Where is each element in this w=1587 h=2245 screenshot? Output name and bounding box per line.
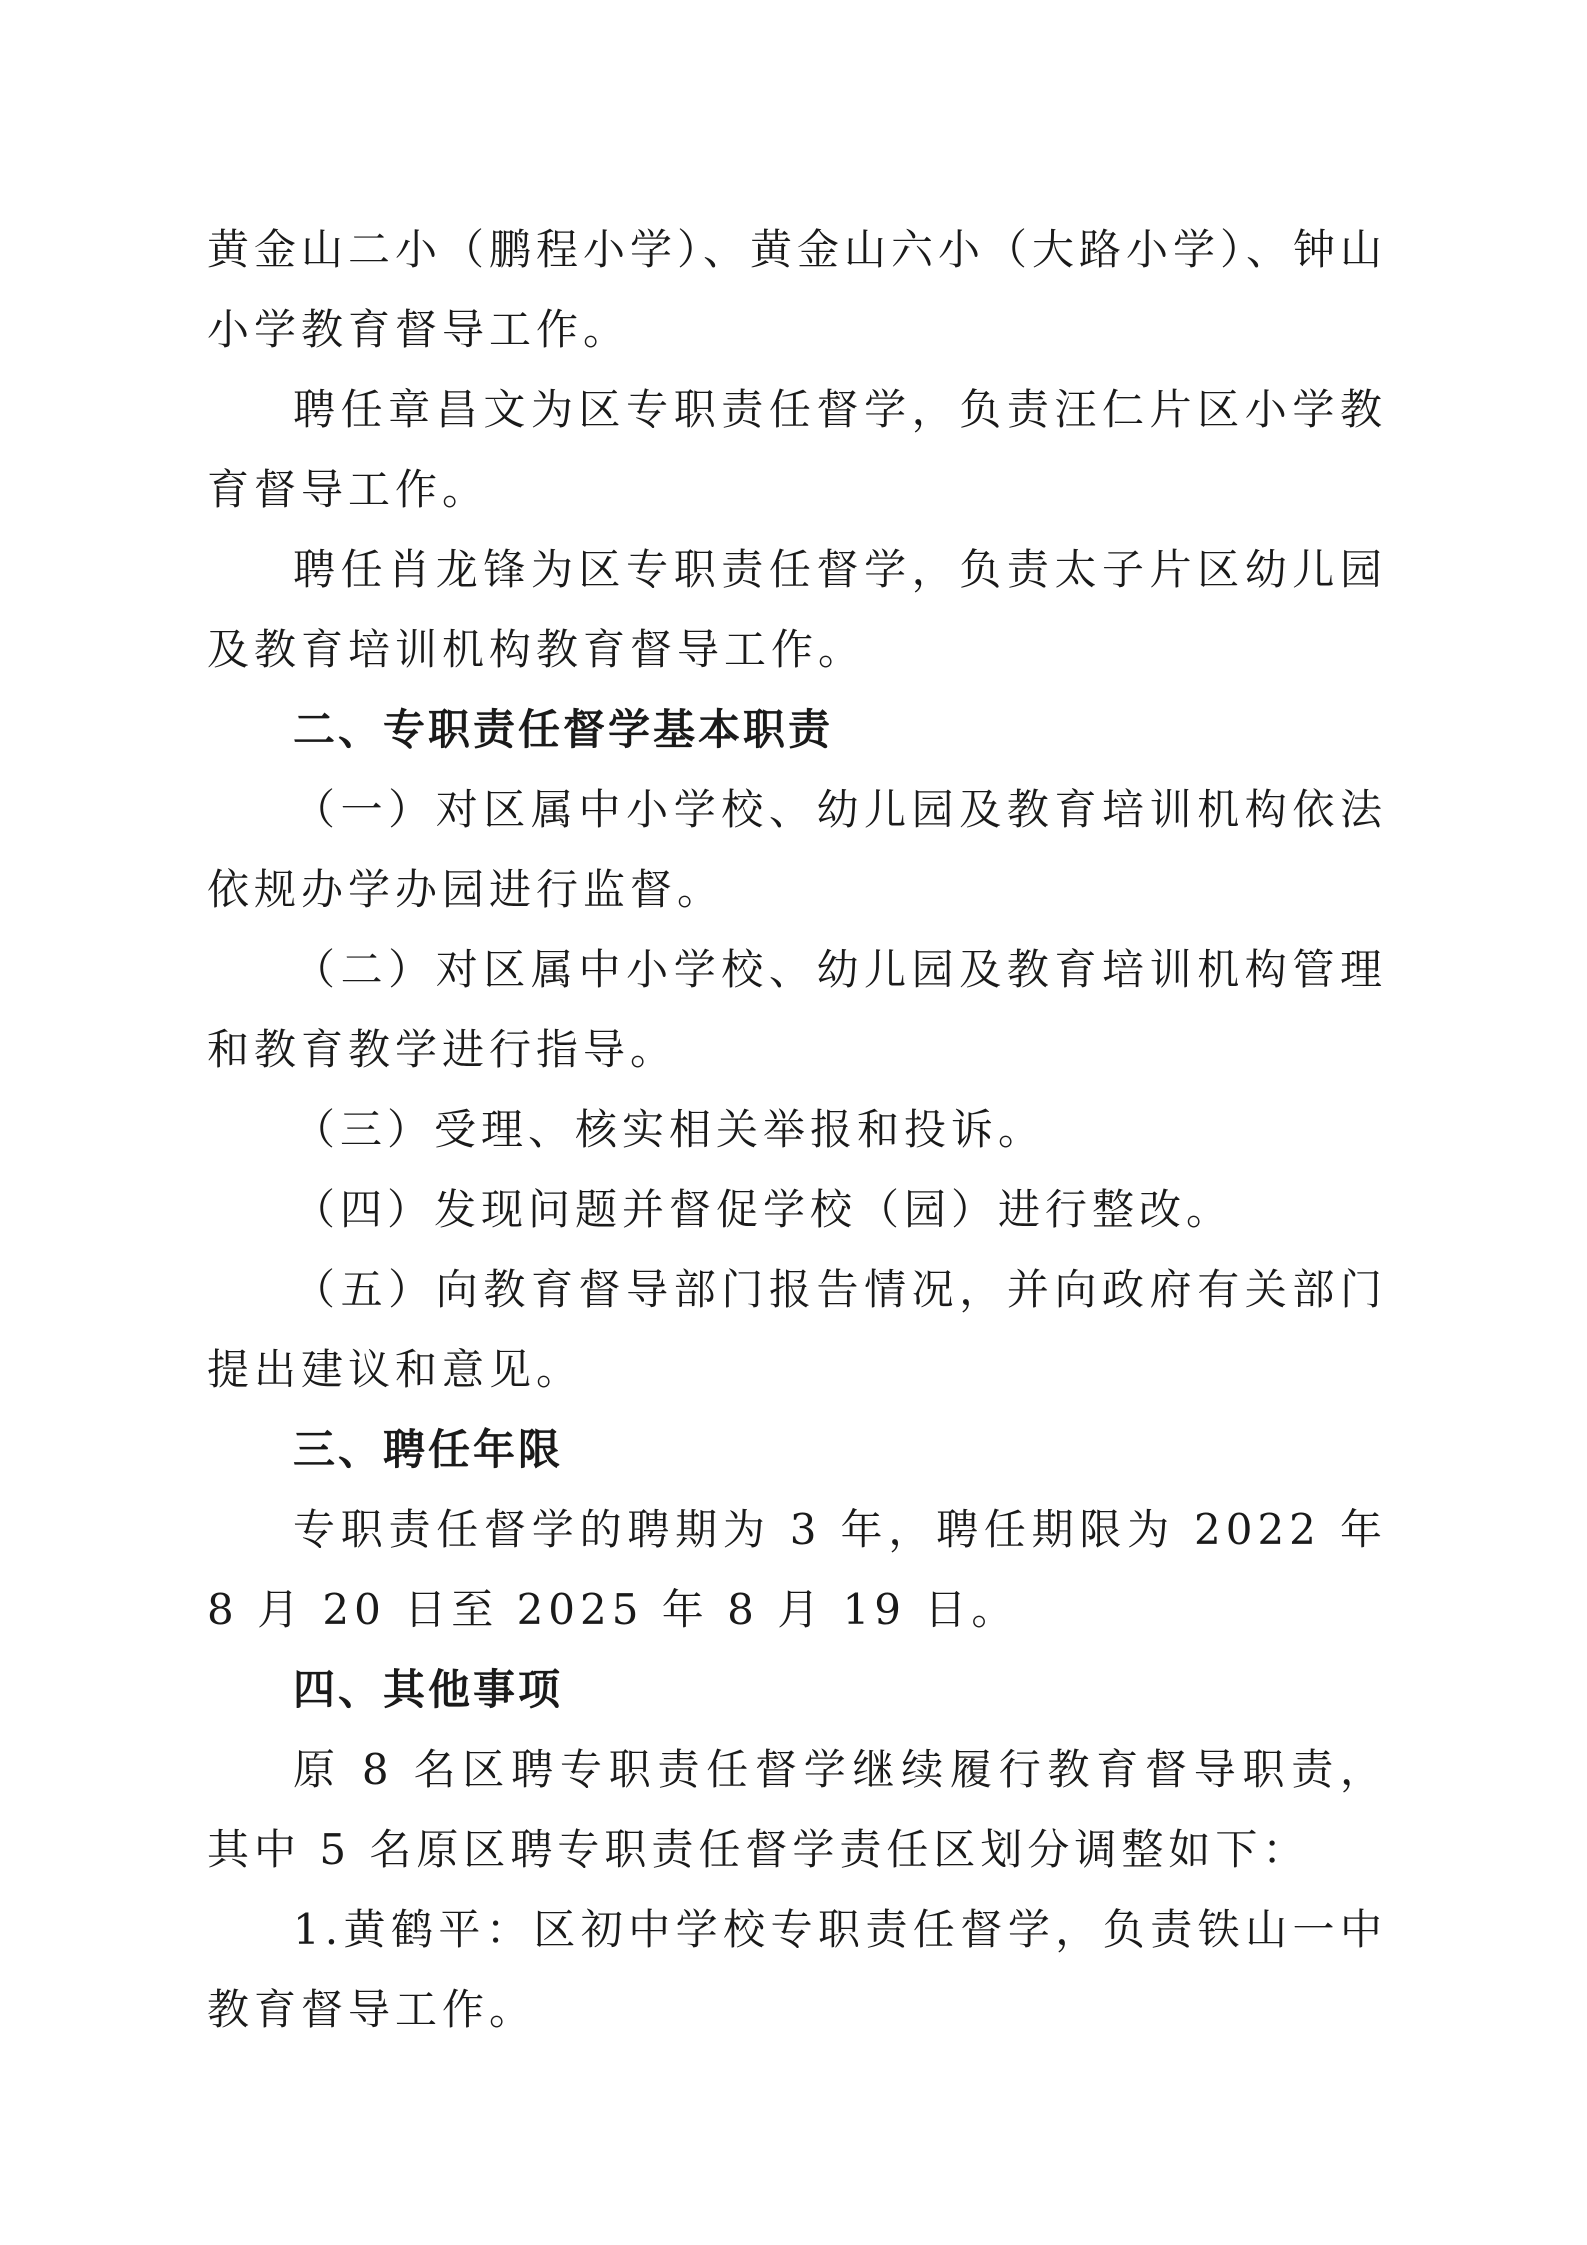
paragraph-duty-4: （四）发现问题并督促学校（园）进行整改。 [293,1185,1234,1234]
section-heading-duties: 二、专职责任督学基本职责 [293,705,834,754]
paragraph-duty-2: （二）对区属中小学校、幼儿园及教育培训机构管理和教育教学进行指导。 [207,945,1387,1074]
paragraph-appointment-zhang: 聘任章昌文为区专职责任督学，负责汪仁片区小学教育督导工作。 [207,385,1387,514]
paragraph-duty-3: （三）受理、核实相关举报和投诉。 [293,1105,1046,1154]
paragraph-term: 专职责任督学的聘期为 3 年，聘任期限为 2022 年 8 月 20 日至 2025 年 8 月 19 日。 [207,1505,1387,1634]
paragraph-other: 原 8 名区聘专职责任督学继续履行教育督导职责，其中 5 名原区聘专职责任督学责任区划分调整如下： [207,1745,1387,1874]
paragraph-continuation: 黄金山二小（鹏程小学）、黄金山六小（大路小学）、钟山小学教育督导工作。 [207,225,1388,354]
paragraph-item-1: 1.黄鹤平：区初中学校专职责任督学，负责铁山一中教育督导工作。 [207,1905,1387,2034]
section-heading-term: 三、聘任年限 [293,1425,564,1474]
paragraph-duty-5: （五）向教育督导部门报告情况，并向政府有关部门提出建议和意见。 [207,1265,1387,1394]
paragraph-duty-1: （一）对区属中小学校、幼儿园及教育培训机构依法依规办学办园进行监督。 [207,785,1387,914]
section-heading-other: 四、其他事项 [293,1665,564,1714]
paragraph-appointment-xiao: 聘任肖龙锋为区专职责任督学，负责太子片区幼儿园及教育培训机构教育督导工作。 [207,545,1387,674]
document-page [207,210,1387,2050]
